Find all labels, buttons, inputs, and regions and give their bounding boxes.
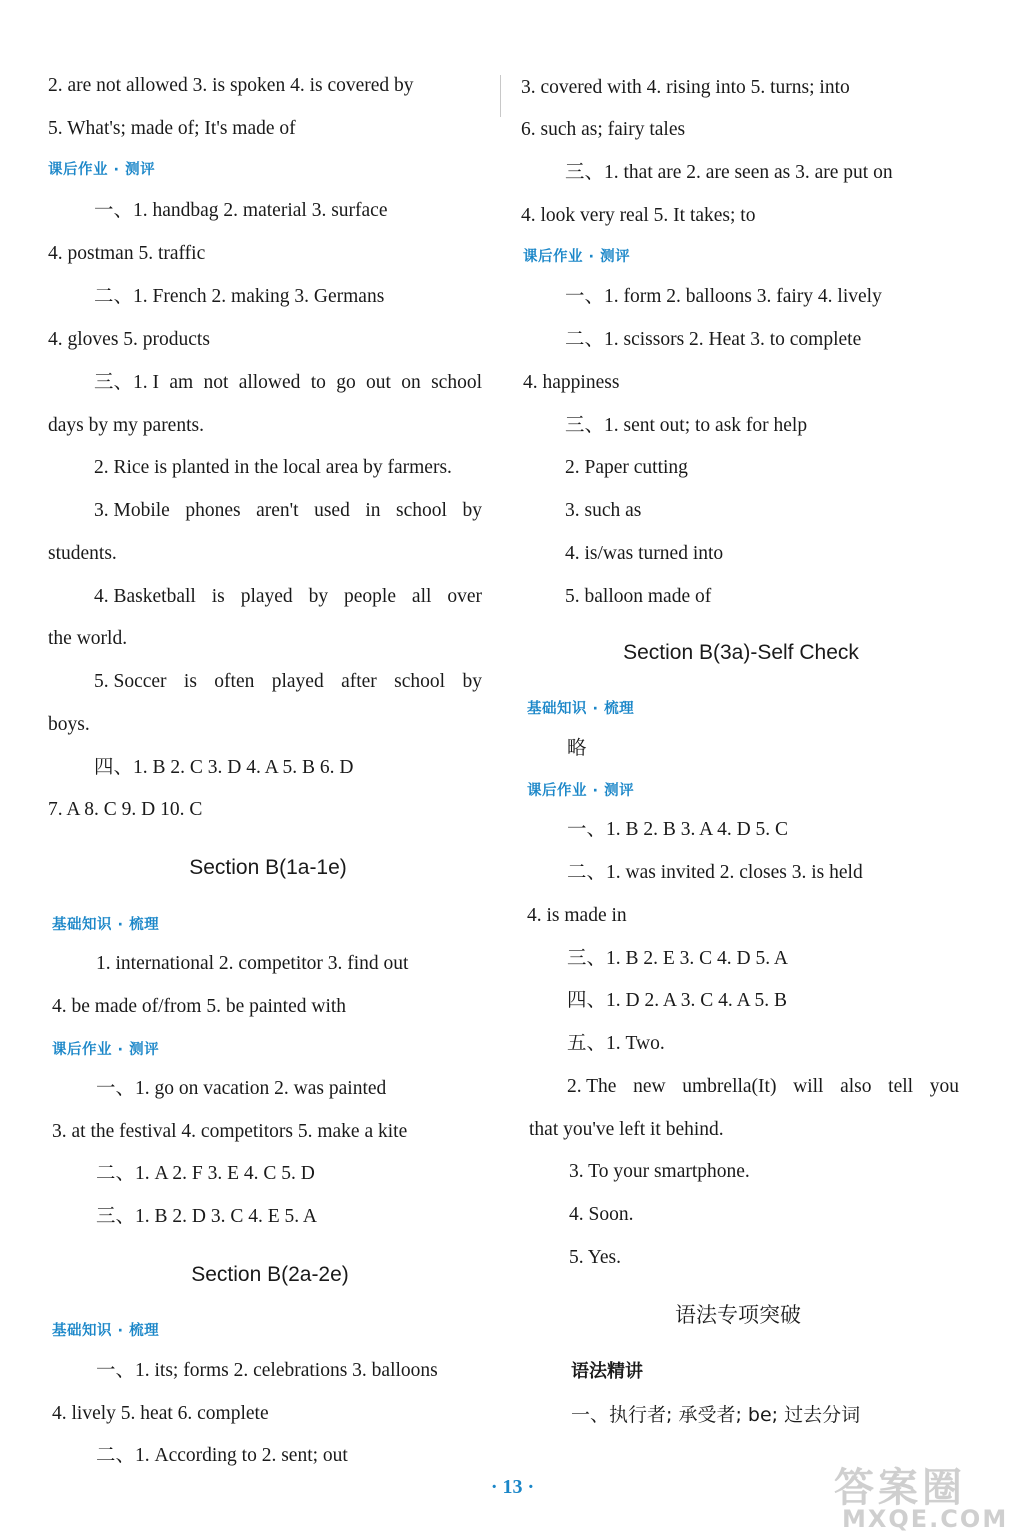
answer-line: 二、1. scissors 2. Heat 3. to complete (565, 329, 862, 350)
answer-line: 3. at the festival 4. competitors 5. make a kite (52, 1121, 408, 1142)
answer-line: 五、1. Two. (567, 1033, 665, 1054)
answer-line: 一、1. its; forms 2. celebrations 3. balloons (96, 1360, 438, 1381)
answer-line: days by my parents. (48, 415, 204, 436)
word: by (462, 500, 482, 521)
section-tag: 课后作业 · 测评 (523, 249, 631, 265)
section-tag: 基础知识 · 梳理 (52, 917, 160, 933)
answer-line (94, 370, 482, 396)
word: 5. Soccer (94, 671, 167, 692)
answer-line: 3. To your smartphone. (569, 1161, 750, 1182)
answer-line: students. (48, 543, 117, 564)
answer-line: 三、1. sent out; to ask for help (565, 415, 808, 436)
grammar-subtitle: 语法精讲 (571, 1361, 643, 1382)
column-divider (500, 75, 501, 117)
answer-line: 4. lively 5. heat 6. complete (52, 1403, 269, 1424)
answer-line: 4. look very real 5. It takes; to (521, 205, 756, 226)
section-tag: 课后作业 · 测评 (527, 783, 635, 799)
word: aren't (256, 500, 299, 521)
answer-line: 4. happiness (523, 372, 620, 393)
word: school (394, 671, 446, 692)
answer-line: 2. Rice is planted in the local area by farmers. (94, 457, 452, 478)
watermark-text: 答案圈 (834, 1465, 966, 1511)
answer-line: 一、1. B 2. B 3. A 4. D 5. C (567, 819, 789, 840)
answer-line (567, 1074, 959, 1100)
answer-line: boys. (48, 714, 90, 735)
word: go (336, 372, 356, 393)
answer-line: 二、1. French 2. making 3. Germans (94, 286, 385, 307)
word: 2. The (567, 1076, 617, 1097)
answer-line: 5. balloon made of (565, 586, 712, 607)
answer-line: 2. are not allowed 3. is spoken 4. is covered by (48, 75, 414, 96)
answer-line (94, 669, 482, 695)
word: after (341, 671, 377, 692)
word: allowed (238, 372, 301, 393)
word: 3. Mobile (94, 500, 170, 521)
answer-line: 4. is made in (527, 905, 627, 926)
answer-line: 三、1. B 2. E 3. C 4. D 5. A (567, 948, 789, 969)
word: in (365, 500, 381, 521)
word: 三、1. I (94, 372, 159, 393)
word: out (366, 372, 391, 393)
answer-line: 二、1. was invited 2. closes 3. is held (567, 862, 863, 883)
answer-line: 4. gloves 5. products (48, 329, 210, 350)
answer-line: 三、1. that are 2. are seen as 3. are put on (565, 162, 893, 183)
answer-line (94, 498, 482, 524)
word: school (431, 372, 482, 393)
word: played (271, 671, 324, 692)
watermark-url: MXQE.COM (842, 1505, 1009, 1533)
word: used (314, 500, 350, 521)
section-heading: Section B(1a-1e) (189, 856, 347, 879)
section-heading: Section B(2a-2e) (191, 1263, 349, 1286)
word: you (929, 1076, 959, 1097)
word: not (203, 372, 229, 393)
answer-line: 一、1. go on vacation 2. was painted (96, 1078, 387, 1099)
word: over (447, 586, 482, 607)
word: all (411, 586, 432, 607)
answer-line: 二、1. A 2. F 3. E 4. C 5. D (96, 1163, 315, 1184)
grammar-title: 语法专项突破 (675, 1303, 801, 1327)
answer-line: 1. international 2. competitor 3. find out (96, 953, 409, 974)
word: by (462, 671, 482, 692)
answer-line (94, 584, 482, 610)
answer-line: 三、1. B 2. D 3. C 4. E 5. A (96, 1206, 318, 1227)
word: played (240, 586, 293, 607)
answer-line: 7. A 8. C 9. D 10. C (48, 799, 203, 820)
watermark-logo (834, 1466, 1019, 1534)
word: phones (185, 500, 241, 521)
answer-line: 4. be made of/from 5. be painted with (52, 996, 347, 1017)
answer-line: 二、1. According to 2. sent; out (96, 1445, 348, 1466)
word: school (396, 500, 447, 521)
word: often (214, 671, 255, 692)
answer-line: 一、1. handbag 2. material 3. surface (94, 200, 388, 221)
section-tag: 课后作业 · 测评 (48, 162, 156, 178)
answer-line: 2. Paper cutting (565, 457, 688, 478)
answer-line: 6. such as; fairy tales (521, 119, 686, 140)
answer-line: 3. covered with 4. rising into 5. turns; into (521, 77, 850, 98)
answer-line: 4. is/was turned into (565, 543, 724, 564)
answer-line: 一、执行者; 承受者; be; 过去分词 (571, 1404, 861, 1426)
word: umbrella(It) (682, 1076, 777, 1097)
answer-line: 5. What's; made of; It's made of (48, 118, 296, 139)
section-tag: 基础知识 · 梳理 (527, 701, 635, 717)
answer-line: 四、1. B 2. C 3. D 4. A 5. B 6. D (94, 757, 354, 778)
word: also (840, 1076, 872, 1097)
page-number: · 13 · (490, 1476, 535, 1498)
word: 4. Basketball (94, 586, 196, 607)
answer-line: 一、1. form 2. balloons 3. fairy 4. lively (565, 286, 882, 307)
answer-line: the world. (48, 628, 128, 649)
answer-line: 略 (567, 738, 587, 759)
answer-line: that you've left it behind. (529, 1119, 724, 1140)
answer-line: 5. Yes. (569, 1247, 622, 1268)
word: people (344, 586, 396, 607)
word: will (793, 1076, 824, 1097)
answer-line: 4. Soon. (569, 1204, 634, 1225)
word: tell (888, 1076, 914, 1097)
section-tag: 基础知识 · 梳理 (52, 1323, 160, 1339)
word: on (401, 372, 421, 393)
section-tag: 课后作业 · 测评 (52, 1042, 160, 1058)
section-heading: Section B(3a)-Self Check (623, 641, 859, 664)
word: am (169, 372, 194, 393)
answer-line: 4. postman 5. traffic (48, 243, 206, 264)
word: by (308, 586, 329, 607)
word: is (183, 671, 197, 692)
word: to (310, 372, 326, 393)
word: is (211, 586, 225, 607)
word: new (633, 1076, 666, 1097)
answer-line: 四、1. D 2. A 3. C 4. A 5. B (567, 990, 787, 1011)
answer-line: 3. such as (565, 500, 642, 521)
